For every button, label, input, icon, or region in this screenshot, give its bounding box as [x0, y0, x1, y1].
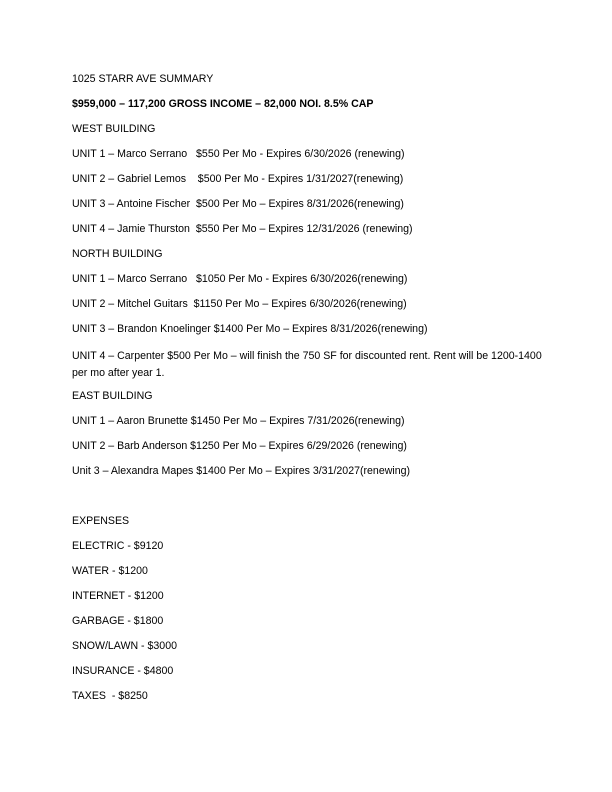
west-unit-1: UNIT 1 – Marco Serrano $550 Per Mo - Expires 6/30/2026 (renewing): [72, 148, 405, 160]
expense-internet: INTERNET - $1200: [72, 590, 164, 602]
north-unit-3: UNIT 3 – Brandon Knoelinger $1400 Per Mo – Expires 8/31/2026(renewing): [72, 323, 428, 335]
east-unit-2: UNIT 2 – Barb Anderson $1250 Per Mo – Expires 6/29/2026 (renewing): [72, 440, 407, 452]
section-spacer: [72, 490, 542, 515]
expense-water: WATER - $1200: [72, 565, 148, 577]
east-unit-3: Unit 3 – Alexandra Mapes $1400 Per Mo – Expires 3/31/2027(renewing): [72, 465, 411, 477]
north-building-heading: NORTH BUILDING: [72, 248, 163, 260]
financial-summary: $959,000 – 117,200 GROSS INCOME – 82,000 NOI. 8.5% CAP: [72, 98, 374, 110]
north-unit-4: UNIT 4 – Carpenter $500 Per Mo – will finish the 750 SF for discounted rent. Rent will be 1200-1400 per mo after year 1.: [72, 350, 542, 379]
expense-snow-lawn: SNOW/LAWN - $3000: [72, 640, 177, 652]
document-body: [72, 73, 542, 715]
expense-insurance: INSURANCE - $4800: [72, 665, 174, 677]
expense-taxes: TAXES - $8250: [72, 690, 148, 702]
west-unit-3: UNIT 3 – Antoine Fischer $500 Per Mo – Expires 8/31/2026(renewing): [72, 198, 404, 210]
document-title: 1025 STARR AVE SUMMARY: [72, 73, 214, 85]
east-building-heading: EAST BUILDING: [72, 390, 153, 402]
north-unit-1: UNIT 1 – Marco Serrano $1050 Per Mo - Expires 6/30/2026(renewing): [72, 273, 408, 285]
expense-garbage: GARBAGE - $1800: [72, 615, 164, 627]
expense-electric: ELECTRIC - $9120: [72, 540, 164, 552]
west-building-heading: WEST BUILDING: [72, 123, 156, 135]
west-unit-2: UNIT 2 – Gabriel Lemos $500 Per Mo - Expires 1/31/2027(renewing): [72, 173, 404, 185]
expenses-heading: EXPENSES: [72, 515, 130, 527]
west-unit-4: UNIT 4 – Jamie Thurston $550 Per Mo – Expires 12/31/2026 (renewing): [72, 223, 413, 235]
east-unit-1: UNIT 1 – Aaron Brunette $1450 Per Mo – Expires 7/31/2026(renewing): [72, 415, 405, 427]
north-unit-2: UNIT 2 – Mitchel Guitars $1150 Per Mo – Expires 6/30/2026(renewing): [72, 298, 407, 310]
